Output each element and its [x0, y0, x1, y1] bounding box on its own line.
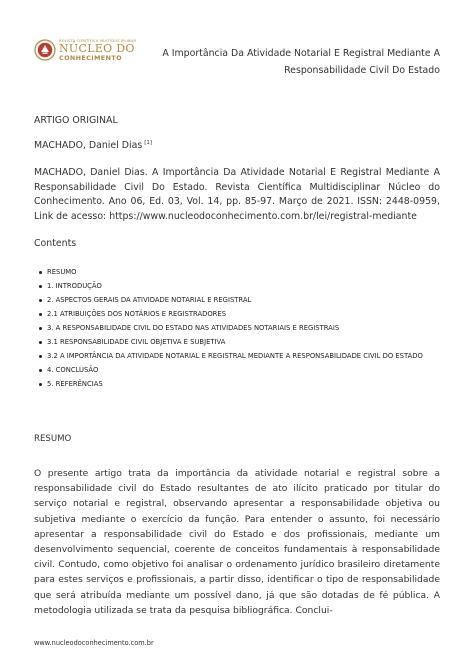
- toc-item[interactable]: [38, 307, 444, 321]
- contents-heading: Contents: [34, 238, 77, 249]
- toc-item[interactable]: [38, 377, 444, 391]
- toc-item[interactable]: [38, 321, 444, 335]
- toc-link[interactable]: 3. A RESPONSABILIDADE CIVIL DO ESTADO NAS ATIVIDADES NOTARIAIS E REGISTRAIS: [47, 324, 340, 332]
- resumo-heading: RESUMO: [34, 434, 72, 444]
- running-title: [150, 45, 440, 79]
- author-footnote-link[interactable]: [1]: [144, 140, 153, 146]
- seal-icon: [34, 39, 56, 61]
- running-title-line-2: Responsabilidade Civil Do Estado: [284, 65, 440, 76]
- logo-small-text: REVISTA CIENTÍFICA MULTIDISCIPLINAR: [59, 39, 137, 43]
- citation-paragraph: MACHADO, Daniel Dias. A Importância Da Atividade Notarial E Registral Mediante A Responsabilidade Civil Do Estado. Revista Científica Multidisciplinar Núcleo do Conhecimento. Ano 06, Ed. 03, Vol. 14, pp. 85-97. Março de 2021. ISSN: 2448-0959, Link de acesso: https://www.nucleodoconhecimento.com.br/lei/registral-mediante: [34, 167, 440, 222]
- abstract-paragraph: O presente artigo trata da importância da atividade notarial e registral sobre a responsabilidade civil do Estado resultantes de ato ilícito praticado por titular do serviço notarial e registral, observando apresentar a responsabilidade objetiva ou subjetiva mediante o exercício da função. Para entender o assunto, foi necessário apresentar a responsabilidade civil do Estado e dos profissionais, mediante um desenvolvimento sequencial, coerente de conceitos fundamentais à responsabilidade civil. Contudo, como objetivo foi analisar o ordenamento jurídico brasileiro diretamente para estes serviços e profissionais, a partir disso, identificar o tipo de responsabilidade que será atribuída mediante um possível dano, já que são dotadas de fé pública. A metodologia utilizada se trata da pesquisa bibliográfica. Conclui-: [34, 468, 440, 616]
- footer-url[interactable]: www.nucleodoconhecimento.com.br: [34, 639, 154, 647]
- toc-link[interactable]: 3.2 A IMPORTÂNCIA DA ATIVIDADE NOTARIAL E REGISTRAL MEDIANTE A RESPONSABILIDADE CIVIL DO ESTADO: [47, 352, 423, 360]
- toc-link[interactable]: 3.1 RESPONSABILIDADE CIVIL OBJETIVA E SUBJETIVA: [47, 338, 226, 346]
- toc-item[interactable]: [38, 349, 444, 363]
- author-name: MACHADO, Daniel Dias: [34, 140, 143, 151]
- toc-link[interactable]: RESUMO: [47, 268, 77, 276]
- toc-item[interactable]: [38, 293, 444, 307]
- toc-link[interactable]: 5. REFERÊNCIAS: [47, 380, 103, 388]
- toc-item[interactable]: [38, 265, 444, 279]
- toc-item[interactable]: [38, 279, 444, 293]
- toc-item[interactable]: [38, 363, 444, 377]
- toc-link[interactable]: 2.1 ATRIBUIÇÕES DOS NOTÁRIOS E REGISTRADORES: [47, 310, 227, 318]
- logo-sub-text: CONHECIMENTO: [59, 54, 122, 62]
- journal-logo[interactable]: [34, 38, 137, 64]
- table-of-contents: [38, 265, 444, 391]
- toc-link[interactable]: 2. ASPECTOS GERAIS DA ATIVIDADE NOTARIAL E REGISTRAL: [47, 296, 252, 304]
- toc-item[interactable]: [38, 335, 444, 349]
- running-title-line-1: A Importância Da Atividade Notarial E Registral Mediante A: [162, 48, 440, 59]
- author-line: [34, 140, 152, 151]
- article-type: ARTIGO ORIGINAL: [34, 115, 118, 126]
- toc-link[interactable]: 4. CONCLUSÃO: [47, 366, 99, 374]
- logo-main-text: NÚCLEO DO: [59, 42, 135, 55]
- toc-link[interactable]: 1. INTRODUÇÃO: [47, 282, 102, 290]
